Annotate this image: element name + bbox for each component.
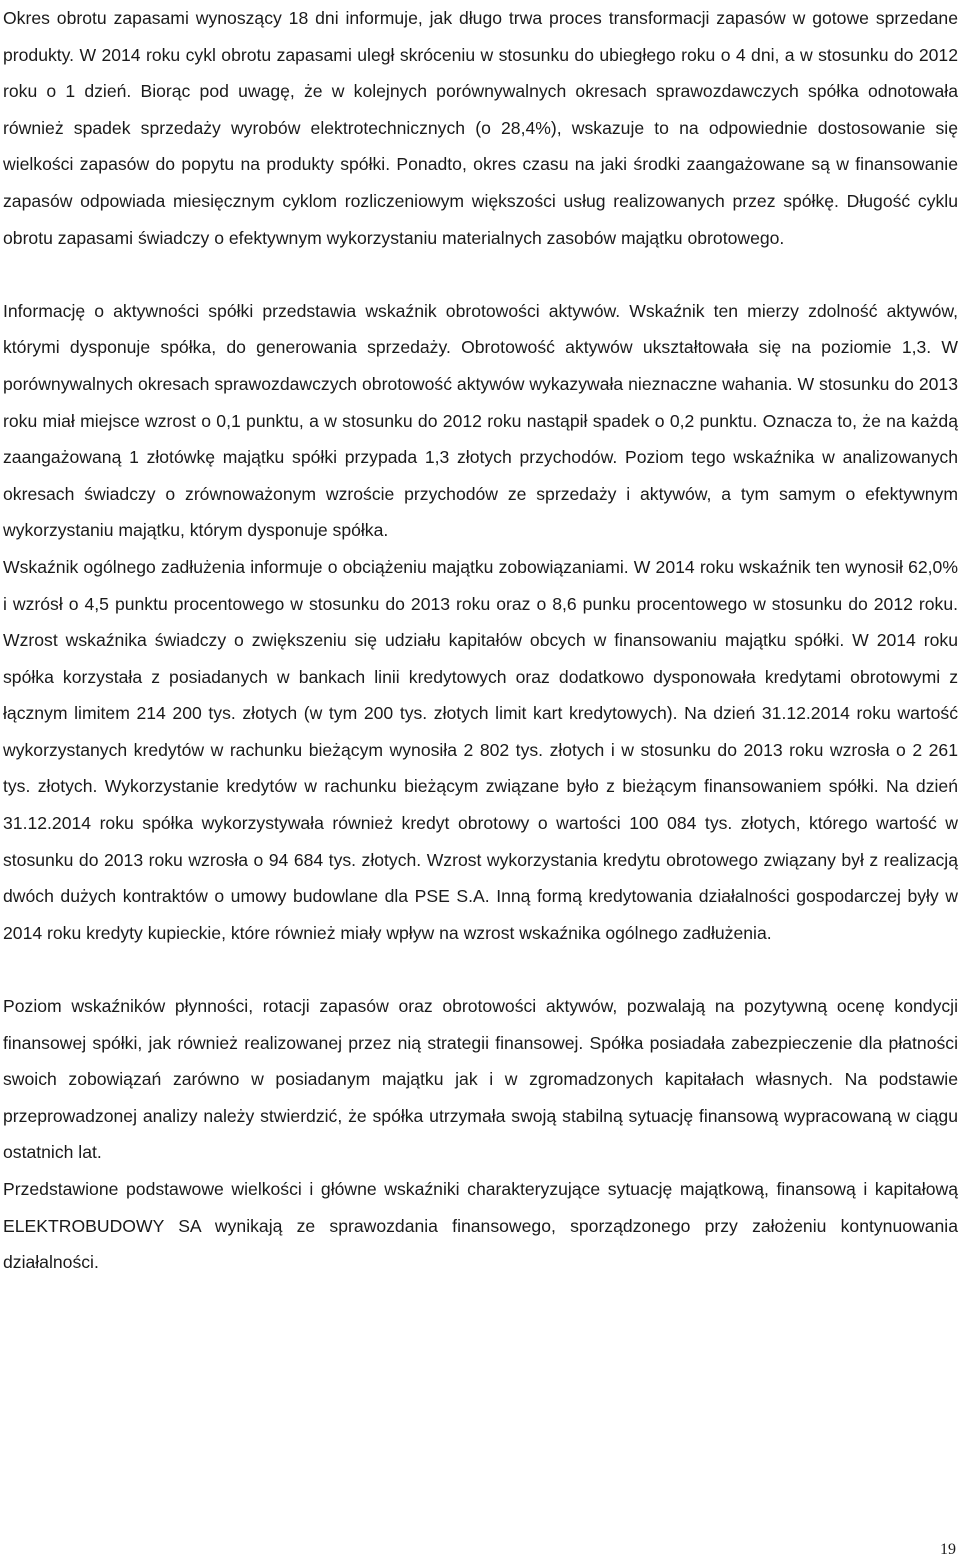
paragraph-liquidity-summary: Poziom wskaźników płynności, rotacji zapasów oraz obrotowości aktywów, pozwalają na pozytywną ocenę kondycji finansowej spółki, jak również realizowanej przez nią strategii finansowej. Spółka posiadała zabezpieczenie dla płatności swoich zobowiązań zarówno w posiadanym majątku jak i w zgromadzonych kapitałach własnych. Na podstawie przeprowadzonej analizy należy stwierdzić, że spółka utrzymała swoją stabilną sytuację finansową wypracowaną w ciągu ostatnich lat. bbox=[3, 996, 958, 1163]
paragraph-spacer bbox=[3, 951, 958, 988]
paragraph-debt-ratio: Wskaźnik ogólnego zadłużenia informuje o obciążeniu majątku zobowiązaniami. W 2014 roku wskaźnik ten wynosił 62,0% i wzrósł o 4,5 punktu procentowego w stosunku do 2013 roku oraz o 8,6 punku procentowego w stosunku do 2012 roku. Wzrost wskaźnika świadczy o zwiększeniu się udziału kapitałów obcych w finansowaniu majątku spółki. W 2014 roku spółka korzystała z posiadanych w bankach linii kredytowych oraz dodatkowo dysponowała kredytami obrotowymi z łącznym limitem 214 200 tys. złotych (w tym 200 tys. złotych limit kart kredytowych). Na dzień 31.12.2014 roku wartość wykorzystanych kredytów w rachunku bieżącym wynosiła 2 802 tys. złotych i w stosunku do 2013 roku wzrosła o 2 261 tys. złotych. Wykorzystanie kredytów w rachunku bieżącym związane było z bieżącym finansowaniem spółki. Na dzień 31.12.2014 roku spółka wykorzystywała również kredyt obrotowy o wartości 100 084 tys. złotych, którego wartość w stosunku do 2013 roku wzrosła o 94 684 tys. złotych. Wzrost wykorzystania kredytu obrotowego związany był z realizacją dwóch dużych kontraktów o umowy budowlane dla PSE S.A. Inną formą kredytowania działalności gospodarczej były w 2014 roku kredyty kupieckie, które również miały wpływ na wzrost wskaźnika ogólnego zadłużenia. bbox=[3, 556, 958, 943]
paragraph-asset-turnover: Informację o aktywności spółki przedstawia wskaźnik obrotowości aktywów. Wskaźnik ten mierzy zdolność aktywów, którymi dysponuje spółka, do generowania sprzedaży. Obrotowość aktywów ukształtowała się na poziomie 1,3. W porównywalnych okresach sprawozdawczych obrotowość aktywów wykazywała nieznaczne wahania. W stosunku do 2013 roku miał miejsce wzrost o 0,1 punktu, a w stosunku do 2012 roku nastąpił spadek o 0,2 punktu. Oznacza to, że na każdą zaangażowaną 1 złotówkę majątku spółki przypada 1,3 złotych przychodów. Poziom tego wskaźnika w analizowanych okresach świadczy o zrównoważonym wzroście przychodów ze sprzedaży i aktywów, a tym samym o efektywnym wykorzystaniu majątku, którym dysponuje spółka. bbox=[3, 300, 958, 541]
paragraph-inventory-turnover: Okres obrotu zapasami wynoszący 18 dni informuje, jak długo trwa proces transformacji zapasów w gotowe sprzedane produkty. W 2014 roku cykl obrotu zapasami uległ skróceniu w stosunku do ubiegłego roku o 4 dni, a w stosunku do 2012 roku o 1 dzień. Biorąc pod uwagę, że w kolejnych porównywalnych okresach sprawozdawczych spółka odnotowała również spadek sprzedaży wyrobów elektrotechnicznych (o 28,4%), wskazuje to na odpowiednie dostosowanie się wielkości zapasów do popytu na produkty spółki. Ponadto, okres czasu na jaki środki zaangażowane są w finansowanie zapasów odpowiada miesięcznym cyklom rozliczeniowym większości usług realizowanych przez spółkę. Długość cyklu obrotu zapasami świadczy o efektywnym wykorzystaniu materialnych zasobów majątku obrotowego. bbox=[3, 8, 958, 248]
paragraph-conclusion: Przedstawione podstawowe wielkości i główne wskaźniki charakteryzujące sytuację majątkową, finansową i kapitałową ELEKTROBUDOWY SA wynikają ze sprawozdania finansowego, sporządzonego przy założeniu kontynuowania działalności. bbox=[3, 1179, 958, 1273]
document-page bbox=[3, 0, 958, 1281]
page-number: 19 bbox=[940, 1541, 956, 1558]
paragraph-spacer bbox=[3, 256, 958, 293]
